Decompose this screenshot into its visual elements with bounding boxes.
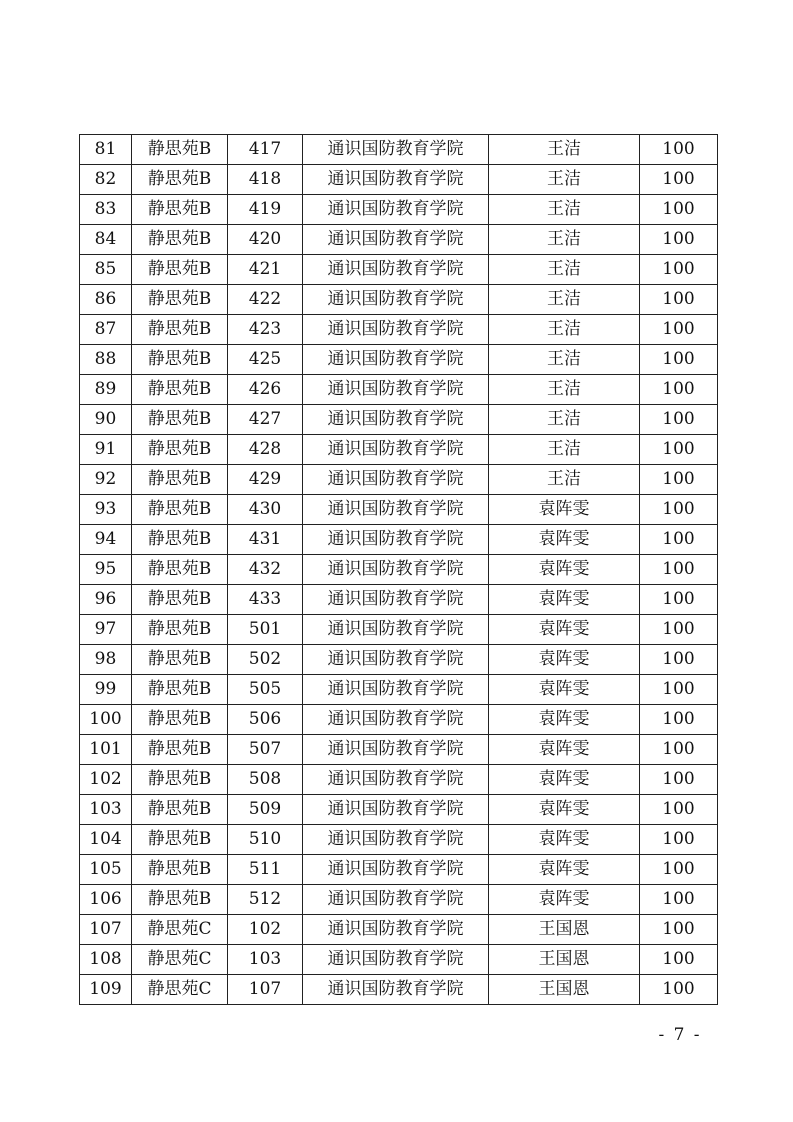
person-in-charge-cell: 王洁 (489, 435, 640, 465)
room-number-cell: 426 (228, 375, 303, 405)
room-number-cell: 432 (228, 555, 303, 585)
room-number-cell: 420 (228, 225, 303, 255)
person-in-charge-cell: 王洁 (489, 285, 640, 315)
row-number-cell: 103 (80, 795, 132, 825)
college-cell: 通识国防教育学院 (303, 885, 489, 915)
building-cell: 静思苑B (132, 705, 228, 735)
room-number-cell: 507 (228, 735, 303, 765)
college-cell: 通识国防教育学院 (303, 255, 489, 285)
room-number-cell: 433 (228, 585, 303, 615)
college-cell: 通识国防教育学院 (303, 435, 489, 465)
person-in-charge-cell: 袁阵雯 (489, 585, 640, 615)
row-number-cell: 87 (80, 315, 132, 345)
college-cell: 通识国防教育学院 (303, 165, 489, 195)
college-cell: 通识国防教育学院 (303, 975, 489, 1005)
page-number: - 7 - (658, 1025, 702, 1045)
row-number-cell: 93 (80, 495, 132, 525)
person-in-charge-cell: 王洁 (489, 405, 640, 435)
building-cell: 静思苑B (132, 735, 228, 765)
room-number-cell: 512 (228, 885, 303, 915)
person-in-charge-cell: 王洁 (489, 315, 640, 345)
college-cell: 通识国防教育学院 (303, 615, 489, 645)
person-in-charge-cell: 袁阵雯 (489, 675, 640, 705)
row-number-cell: 84 (80, 225, 132, 255)
person-in-charge-cell: 袁阵雯 (489, 615, 640, 645)
row-number-cell: 81 (80, 135, 132, 165)
building-cell: 静思苑B (132, 855, 228, 885)
row-number-cell: 95 (80, 555, 132, 585)
score-cell: 100 (640, 765, 718, 795)
room-number-cell: 428 (228, 435, 303, 465)
building-cell: 静思苑B (132, 795, 228, 825)
table-row (80, 555, 718, 585)
room-number-cell: 102 (228, 915, 303, 945)
score-cell: 100 (640, 465, 718, 495)
building-cell: 静思苑B (132, 195, 228, 225)
room-number-cell: 430 (228, 495, 303, 525)
records-table-body (80, 135, 718, 1005)
row-number-cell: 109 (80, 975, 132, 1005)
table-row (80, 255, 718, 285)
score-cell: 100 (640, 135, 718, 165)
score-cell: 100 (640, 855, 718, 885)
building-cell: 静思苑B (132, 225, 228, 255)
building-cell: 静思苑B (132, 675, 228, 705)
score-cell: 100 (640, 315, 718, 345)
row-number-cell: 100 (80, 705, 132, 735)
building-cell: 静思苑B (132, 885, 228, 915)
score-cell: 100 (640, 585, 718, 615)
person-in-charge-cell: 王国恩 (489, 945, 640, 975)
college-cell: 通识国防教育学院 (303, 855, 489, 885)
score-cell: 100 (640, 885, 718, 915)
college-cell: 通识国防教育学院 (303, 825, 489, 855)
row-number-cell: 98 (80, 645, 132, 675)
row-number-cell: 102 (80, 765, 132, 795)
college-cell: 通识国防教育学院 (303, 465, 489, 495)
building-cell: 静思苑B (132, 435, 228, 465)
building-cell: 静思苑C (132, 915, 228, 945)
table-row (80, 615, 718, 645)
college-cell: 通识国防教育学院 (303, 495, 489, 525)
row-number-cell: 108 (80, 945, 132, 975)
person-in-charge-cell: 袁阵雯 (489, 855, 640, 885)
room-number-cell: 423 (228, 315, 303, 345)
room-number-cell: 506 (228, 705, 303, 735)
person-in-charge-cell: 王洁 (489, 225, 640, 255)
table-row (80, 165, 718, 195)
person-in-charge-cell: 袁阵雯 (489, 525, 640, 555)
college-cell: 通识国防教育学院 (303, 645, 489, 675)
table-row (80, 495, 718, 525)
row-number-cell: 99 (80, 675, 132, 705)
building-cell: 静思苑B (132, 495, 228, 525)
room-number-cell: 502 (228, 645, 303, 675)
score-cell: 100 (640, 555, 718, 585)
building-cell: 静思苑B (132, 555, 228, 585)
person-in-charge-cell: 王国恩 (489, 975, 640, 1005)
row-number-cell: 88 (80, 345, 132, 375)
person-in-charge-cell: 王洁 (489, 165, 640, 195)
score-cell: 100 (640, 945, 718, 975)
row-number-cell: 105 (80, 855, 132, 885)
person-in-charge-cell: 王国恩 (489, 915, 640, 945)
room-number-cell: 103 (228, 945, 303, 975)
score-cell: 100 (640, 255, 718, 285)
score-cell: 100 (640, 495, 718, 525)
building-cell: 静思苑C (132, 975, 228, 1005)
score-cell: 100 (640, 405, 718, 435)
row-number-cell: 107 (80, 915, 132, 945)
college-cell: 通识国防教育学院 (303, 765, 489, 795)
table-row (80, 375, 718, 405)
building-cell: 静思苑B (132, 255, 228, 285)
person-in-charge-cell: 袁阵雯 (489, 735, 640, 765)
room-number-cell: 511 (228, 855, 303, 885)
table-row (80, 915, 718, 945)
college-cell: 通识国防教育学院 (303, 345, 489, 375)
records-table (79, 134, 718, 1005)
building-cell: 静思苑B (132, 345, 228, 375)
table-row (80, 765, 718, 795)
table-row (80, 645, 718, 675)
room-number-cell: 425 (228, 345, 303, 375)
row-number-cell: 90 (80, 405, 132, 435)
person-in-charge-cell: 袁阵雯 (489, 705, 640, 735)
college-cell: 通识国防教育学院 (303, 555, 489, 585)
college-cell: 通识国防教育学院 (303, 705, 489, 735)
college-cell: 通识国防教育学院 (303, 195, 489, 225)
table-row (80, 855, 718, 885)
table-row (80, 675, 718, 705)
table-row (80, 285, 718, 315)
building-cell: 静思苑B (132, 285, 228, 315)
person-in-charge-cell: 王洁 (489, 255, 640, 285)
score-cell: 100 (640, 735, 718, 765)
row-number-cell: 83 (80, 195, 132, 225)
building-cell: 静思苑B (132, 585, 228, 615)
score-cell: 100 (640, 375, 718, 405)
person-in-charge-cell: 袁阵雯 (489, 795, 640, 825)
college-cell: 通识国防教育学院 (303, 225, 489, 255)
score-cell: 100 (640, 225, 718, 255)
score-cell: 100 (640, 435, 718, 465)
row-number-cell: 94 (80, 525, 132, 555)
table-row (80, 405, 718, 435)
room-number-cell: 421 (228, 255, 303, 285)
row-number-cell: 82 (80, 165, 132, 195)
room-number-cell: 107 (228, 975, 303, 1005)
score-cell: 100 (640, 525, 718, 555)
person-in-charge-cell: 袁阵雯 (489, 555, 640, 585)
person-in-charge-cell: 袁阵雯 (489, 765, 640, 795)
row-number-cell: 85 (80, 255, 132, 285)
room-number-cell: 429 (228, 465, 303, 495)
row-number-cell: 96 (80, 585, 132, 615)
building-cell: 静思苑B (132, 825, 228, 855)
person-in-charge-cell: 袁阵雯 (489, 825, 640, 855)
building-cell: 静思苑B (132, 405, 228, 435)
table-row (80, 195, 718, 225)
college-cell: 通识国防教育学院 (303, 285, 489, 315)
table-row (80, 945, 718, 975)
college-cell: 通识国防教育学院 (303, 915, 489, 945)
room-number-cell: 422 (228, 285, 303, 315)
row-number-cell: 89 (80, 375, 132, 405)
score-cell: 100 (640, 285, 718, 315)
score-cell: 100 (640, 825, 718, 855)
building-cell: 静思苑B (132, 465, 228, 495)
person-in-charge-cell: 王洁 (489, 135, 640, 165)
building-cell: 静思苑B (132, 615, 228, 645)
score-cell: 100 (640, 345, 718, 375)
building-cell: 静思苑B (132, 135, 228, 165)
building-cell: 静思苑B (132, 765, 228, 795)
room-number-cell: 509 (228, 795, 303, 825)
building-cell: 静思苑B (132, 375, 228, 405)
room-number-cell: 417 (228, 135, 303, 165)
score-cell: 100 (640, 795, 718, 825)
score-cell: 100 (640, 645, 718, 675)
table-row (80, 795, 718, 825)
table-row (80, 345, 718, 375)
table-row (80, 465, 718, 495)
room-number-cell: 501 (228, 615, 303, 645)
college-cell: 通识国防教育学院 (303, 525, 489, 555)
person-in-charge-cell: 王洁 (489, 465, 640, 495)
college-cell: 通识国防教育学院 (303, 585, 489, 615)
room-number-cell: 427 (228, 405, 303, 435)
score-cell: 100 (640, 165, 718, 195)
row-number-cell: 91 (80, 435, 132, 465)
table-row (80, 315, 718, 345)
table-row (80, 735, 718, 765)
college-cell: 通识国防教育学院 (303, 675, 489, 705)
score-cell: 100 (640, 915, 718, 945)
room-number-cell: 419 (228, 195, 303, 225)
college-cell: 通识国防教育学院 (303, 795, 489, 825)
table-row (80, 885, 718, 915)
table-row (80, 825, 718, 855)
row-number-cell: 92 (80, 465, 132, 495)
score-cell: 100 (640, 615, 718, 645)
table-row (80, 975, 718, 1005)
person-in-charge-cell: 袁阵雯 (489, 885, 640, 915)
building-cell: 静思苑B (132, 525, 228, 555)
room-number-cell: 418 (228, 165, 303, 195)
row-number-cell: 101 (80, 735, 132, 765)
room-number-cell: 505 (228, 675, 303, 705)
score-cell: 100 (640, 975, 718, 1005)
college-cell: 通识国防教育学院 (303, 735, 489, 765)
room-number-cell: 431 (228, 525, 303, 555)
person-in-charge-cell: 王洁 (489, 195, 640, 225)
building-cell: 静思苑C (132, 945, 228, 975)
row-number-cell: 104 (80, 825, 132, 855)
room-number-cell: 510 (228, 825, 303, 855)
row-number-cell: 106 (80, 885, 132, 915)
table-row (80, 705, 718, 735)
college-cell: 通识国防教育学院 (303, 375, 489, 405)
person-in-charge-cell: 王洁 (489, 375, 640, 405)
building-cell: 静思苑B (132, 315, 228, 345)
college-cell: 通识国防教育学院 (303, 315, 489, 345)
row-number-cell: 86 (80, 285, 132, 315)
table-row (80, 225, 718, 255)
table-row (80, 135, 718, 165)
score-cell: 100 (640, 705, 718, 735)
table-row (80, 525, 718, 555)
table-row (80, 435, 718, 465)
person-in-charge-cell: 王洁 (489, 345, 640, 375)
room-number-cell: 508 (228, 765, 303, 795)
score-cell: 100 (640, 675, 718, 705)
score-cell: 100 (640, 195, 718, 225)
row-number-cell: 97 (80, 615, 132, 645)
building-cell: 静思苑B (132, 165, 228, 195)
college-cell: 通识国防教育学院 (303, 405, 489, 435)
person-in-charge-cell: 袁阵雯 (489, 495, 640, 525)
college-cell: 通识国防教育学院 (303, 135, 489, 165)
building-cell: 静思苑B (132, 645, 228, 675)
table-row (80, 585, 718, 615)
person-in-charge-cell: 袁阵雯 (489, 645, 640, 675)
college-cell: 通识国防教育学院 (303, 945, 489, 975)
